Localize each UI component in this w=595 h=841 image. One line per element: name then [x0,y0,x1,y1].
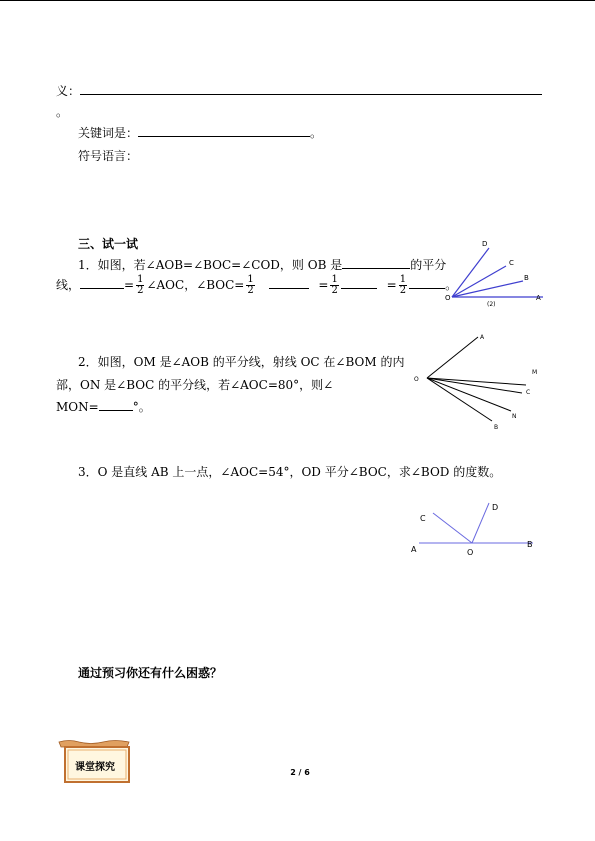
problem-1-end: 。 [445,278,458,292]
fraction-numerator: 1 [247,274,254,285]
label-a: A [480,334,485,341]
definition-line [56,82,542,99]
fraction-numerator: 1 [137,274,144,285]
problem-1-aoc: ∠AOC，∠BOC= [146,278,245,292]
equals-sign: = [318,278,329,292]
fraction-denominator: 2 [331,285,338,296]
label-d: D [482,240,488,248]
figure-3-diagram [405,498,545,563]
fraction-half [246,275,254,296]
fraction-numerator: 1 [331,274,338,285]
keyword-line [78,124,322,141]
label-m: M [532,369,538,376]
problem-2-line-3 [56,398,151,415]
section-heading: 三、试一试 [78,237,139,251]
label-b: B [494,424,499,431]
figure-caption: (2) [487,301,496,308]
keyword-label: 关键词是： [78,126,139,140]
fraction-denominator: 2 [399,285,407,296]
definition-tail: 。 [56,105,69,119]
label-a: A [411,545,417,554]
problem-3-text: 3．O 是直线 AB 上一点，∠AOC=54°，OD 平分∠BOC，求∠BOD 的度数。 [78,465,502,479]
symbol-language-label: 符号语言： [78,149,139,163]
problem-1-blank-4 [341,277,377,289]
page-number: 2 / 6 [290,768,310,777]
ray-oc [433,513,472,543]
equals-sign: = [124,278,135,292]
badge-label: 课堂探究 [75,762,115,773]
ray-oc [427,378,522,393]
label-b: B [524,274,529,282]
figure-2-diagram [410,328,550,433]
label-a: A [536,294,541,302]
definition-prefix: 义： [56,84,81,98]
problem-1-blank-2 [80,277,124,289]
equals-sign: = [386,278,397,292]
problem-1-text-b: 的平分 [410,258,447,272]
problem-1-line-2 [56,275,457,296]
label-c: C [526,389,531,396]
label-c: C [420,514,426,523]
problem-2-line-2: 部，ON 是∠BOC 的平分线，若∠AOC=80°，则∠ [56,378,334,392]
reflection-question: 通过预习你还有什么困惑？ [78,666,223,680]
fraction-half [399,275,407,296]
label-d: D [492,503,499,512]
ray-od [472,503,489,543]
problem-2-blank [99,399,133,411]
fraction-numerator: 1 [399,274,407,285]
ray-oc [452,266,506,297]
definition-blank [80,83,542,95]
label-o: O [414,376,419,383]
fraction-half [136,275,144,296]
label-o: O [445,294,451,302]
label-b: B [527,540,533,549]
label-n: N [512,413,517,420]
problem-1-line-1 [78,256,446,273]
label-o: O [467,548,474,557]
fraction-denominator: 2 [247,285,254,296]
problem-1-blank-3 [269,277,309,289]
keyword-end: 。 [310,126,323,140]
ray-oa [427,337,478,378]
fraction-half [330,275,338,296]
figure-1-diagram [440,236,560,336]
problem-1-blank-1 [342,257,410,269]
problem-2-end: °。 [132,400,151,414]
problem-1-text-a: 1．如图，若∠AOB=∠BOC=∠COD，则 OB 是 [78,258,343,272]
fraction-denominator: 2 [137,285,144,296]
problem-1-line2-lead: 线， [56,278,81,292]
page-top-border [0,0,595,1]
label-c: C [509,259,514,267]
problem-2-mon: MON= [56,400,99,414]
keyword-blank [138,125,310,137]
problem-2-line-1: 2．如图，OM 是∠AOB 的平分线，射线 OC 在∠BOM 的内 [78,355,405,369]
